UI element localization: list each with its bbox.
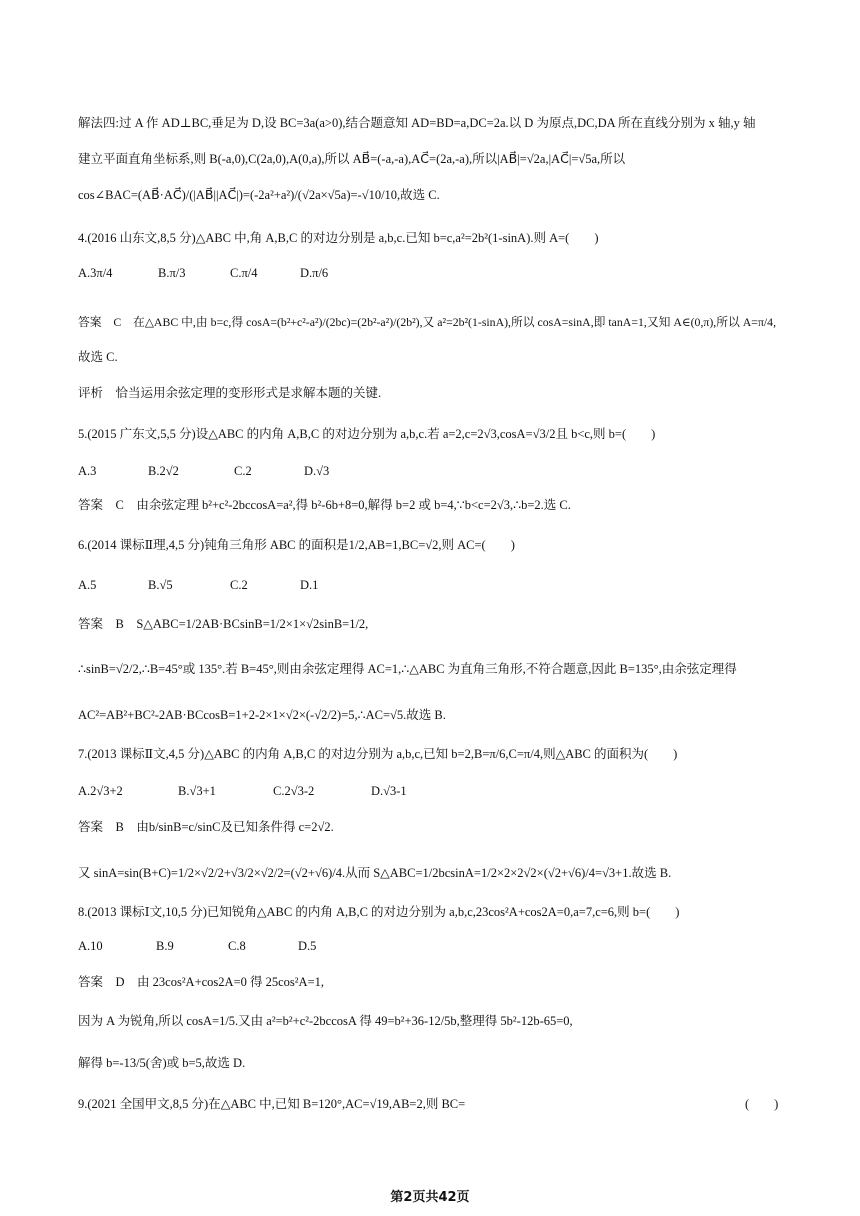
option-b: B.√5 <box>148 578 173 592</box>
question-7: 7.(2013 课标Ⅱ文,4,5 分)△ABC 的内角 A,B,C 的对边分别为 a,b,c,已知 b=2,B=π/6,C=π/4,则△ABC 的面积为( ) <box>78 747 678 761</box>
text-line: 建立平面直角坐标系,则 B(-a,0),C(2a,0),A(0,a),所以 AB⃗=(-a,-a),AC⃗=(2a,-a),所以|AB⃗|=√2a,|AC⃗|=√5a,所以 <box>78 152 626 166</box>
answer-6: 答案 B S△ABC=1/2AB·BCsinB=1/2×1×√2sinB=1/2, <box>78 617 369 631</box>
option-b: B.2√2 <box>148 464 179 478</box>
option-c: C.π/4 <box>230 266 258 280</box>
options-q4 <box>78 264 328 282</box>
answer-5: 答案 C 由余弦定理 b²+c²-2bccosA=a²,得 b²-6b+8=0,解得 b=2 或 b=4,∵b<c=2√3,∴b=2.选 C. <box>78 498 571 512</box>
option-d: D.√3-1 <box>371 784 407 798</box>
text-line: AC²=AB²+BC²-2AB·BCcosB=1+2-2×1×√2×(-√2/2)=5,∴AC=√5.故选 B. <box>78 708 446 722</box>
option-d: D.π/6 <box>300 266 329 280</box>
page-footer: 第2页共42页 <box>390 1190 470 1205</box>
option-b: B.π/3 <box>158 266 186 280</box>
option-b: B.√3+1 <box>178 784 216 798</box>
question-4: 4.(2016 山东文,8,5 分)△ABC 中,角 A,B,C 的对边分别是 a,b,c.已知 b=c,a²=2b²(1-sinA).则 A=( ) <box>78 231 599 245</box>
text-line: 又 sinA=sin(B+C)=1/2×√2/2+√3/2×√2/2=(√2+√6)/4.从而 S△ABC=1/2bcsinA=1/2×2×2√2×(√2+√6)/4=√3+1.故选 B. <box>78 866 672 880</box>
option-a: A.10 <box>78 939 103 953</box>
options-q8 <box>78 937 316 955</box>
analysis-note: 评析 恰当运用余弦定理的变形形式是求解本题的关键. <box>78 386 382 400</box>
text-line: 解得 b=-13/5(舍)或 b=5,故选 D. <box>78 1056 246 1070</box>
option-c: C.2 <box>230 578 248 592</box>
text-line: 因为 A 为锐角,所以 cosA=1/5.又由 a²=b²+c²-2bccosA 得 49=b²+36-12/5b,整理得 5b²-12b-65=0, <box>78 1014 573 1028</box>
option-a: A.2√3+2 <box>78 784 123 798</box>
option-c: C.2√3-2 <box>273 784 315 798</box>
option-c: C.2 <box>234 464 252 478</box>
text-line: cos∠BAC=(AB⃗·AC⃗)/(|AB⃗||AC⃗|)=(-2a²+a²)/(√2a×√5a)=-√10/10,故选 C. <box>78 188 440 202</box>
options-q6 <box>78 576 318 594</box>
question-9: 9.(2021 全国甲文,8,5 分)在△ABC 中,已知 B=120°,AC=√19,AB=2,则 BC= <box>78 1097 466 1111</box>
question-6: 6.(2014 课标Ⅱ理,4,5 分)钝角三角形 ABC 的面积是1/2,AB=1,BC=√2,则 AC=( ) <box>78 538 515 552</box>
option-d: D.5 <box>298 939 317 953</box>
answer-4: 答案 C 在△ABC 中,由 b=c,得 cosA=(b²+c²-a²)/(2bc)=(2b²-a²)/(2b²),又 a²=2b²(1-sinA),所以 cosA=sinA,即 tanA=1,又知 A∈(0,π),所以 A=π/4, <box>78 315 777 329</box>
option-d: D.1 <box>300 578 319 592</box>
answer-8: 答案 D 由 23cos²A+cos2A=0 得 25cos²A=1, <box>78 975 324 989</box>
options-q7 <box>78 782 407 800</box>
answer-7: 答案 B 由b/sinB=c/sinC及已知条件得 c=2√2. <box>78 820 334 834</box>
question-8: 8.(2013 课标Ⅰ文,10,5 分)已知锐角△ABC 的内角 A,B,C 的对边分别为 a,b,c,23cos²A+cos2A=0,a=7,c=6,则 b=( ) <box>78 905 680 919</box>
options-q5 <box>78 462 329 480</box>
text-line: 故选 C. <box>78 350 118 364</box>
option-d: D.√3 <box>304 464 330 478</box>
option-a: A.5 <box>78 578 97 592</box>
option-a: A.3 <box>78 464 97 478</box>
option-c: C.8 <box>228 939 246 953</box>
text-line: 解法四:过 A 作 AD⊥BC,垂足为 D,设 BC=3a(a>0),结合题意知 AD=BD=a,DC=2a.以 D 为原点,DC,DA 所在直线分别为 x 轴,y 轴 <box>78 116 756 130</box>
text-line: ∴sinB=√2/2,∴B=45°或 135°.若 B=45°,则由余弦定理得 AC=1,∴△ABC 为直角三角形,不符合题意,因此 B=135°,由余弦定理得 <box>78 662 737 676</box>
answer-bracket: ( ) <box>745 1097 779 1111</box>
option-a: A.3π/4 <box>78 266 113 280</box>
option-b: B.9 <box>156 939 174 953</box>
question-5: 5.(2015 广东文,5,5 分)设△ABC 的内角 A,B,C 的对边分别为 a,b,c.若 a=2,c=2√3,cosA=√3/2且 b<c,则 b=( ) <box>78 427 656 441</box>
